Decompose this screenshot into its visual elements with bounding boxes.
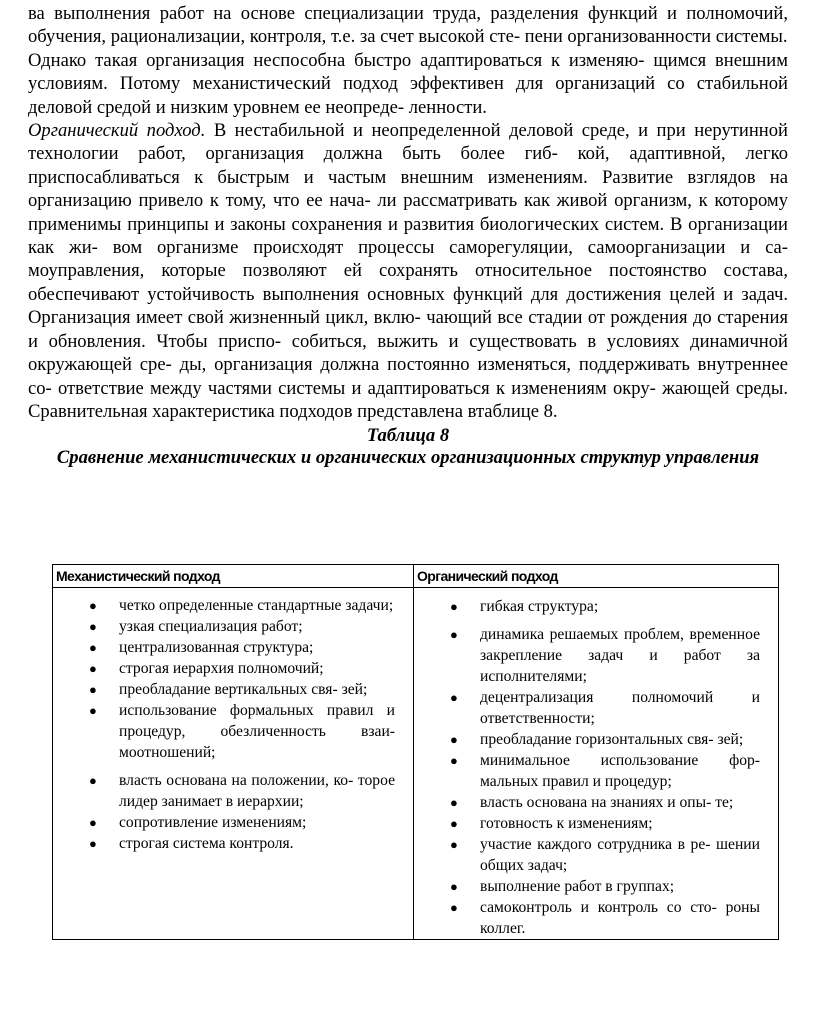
bullet-icon: ● <box>89 815 97 830</box>
mechanistic-cell <box>53 588 414 940</box>
list-item-text: выполнение работ в группах; <box>480 878 675 895</box>
organic-cell <box>414 588 779 940</box>
organic-approach-text: В нестабильной и неопределенной деловой среде, и при нерутинной технологии работ, организация должна быть более гиб- кой, адаптивной, легко приспосабливаться к быстрым и частым внешним изменениям. Развитие взглядов на организацию привело к тому, что ее нача- ли рассматривать как живой организм, к которому применимы принципы и законы сохранения и развития биологических систем. В организации как жи- вом организме происходят процессы саморегуляции, самоорганизации и са- моуправления, которые позволяют ей сохранять относительное постоянство состава, обеспечивают устойчивость выполнения основных функций для достижения целей и задач. Организация имеет свой жизненный цикл, вклю- чающий все стадии от рождения до старения и обновления. Чтобы приспо- собиться, выжить и существовать в условиях динамичной окружающей сре- ды, организация должна постоянно изменяться, поддерживать внутреннее со- ответствие между частями системы и адаптироваться к изменениям окру- жающей среды. Сравнительная характеристика подходов представлена втаблице 8. <box>28 120 788 422</box>
bullet-icon: ● <box>450 627 458 642</box>
bullet-icon: ● <box>89 640 97 655</box>
list-item <box>450 596 760 617</box>
list-item-text: узкая специализация работ; <box>119 618 303 635</box>
list-item-text: строгая система контроля. <box>119 835 294 852</box>
list-item-text: самоконтроль и контроль со сто- роны коллег. <box>480 899 760 937</box>
list-item-text: централизованная структура; <box>119 639 314 656</box>
mechanistic-list <box>53 588 413 854</box>
list-item-text: динамика решаемых проблем, временное закрепление задач и работ за исполнителями; <box>480 626 760 685</box>
bullet-icon: ● <box>89 598 97 613</box>
bullet-icon: ● <box>89 836 97 851</box>
paragraph-organic-approach <box>28 119 788 423</box>
bullet-icon: ● <box>89 703 97 718</box>
list-item-text: преобладание вертикальных свя- зей; <box>119 681 368 698</box>
list-item <box>450 792 760 813</box>
list-item-text: власть основана на знаниях и опы- те; <box>480 794 734 811</box>
bullet-icon: ● <box>89 661 97 676</box>
list-item-text: преобладание горизонтальных свя- зей; <box>480 731 744 748</box>
list-item-text: гибкая структура; <box>480 598 599 615</box>
bullet-icon: ● <box>450 599 458 614</box>
bullet-icon: ● <box>450 816 458 831</box>
bullet-icon: ● <box>89 619 97 634</box>
list-item <box>89 658 395 679</box>
comparison-table <box>52 564 779 940</box>
list-item-text: четко определенные стандартные задачи; <box>119 597 394 614</box>
list-item-text: участие каждого сотрудника в ре- шении общих задач; <box>480 836 760 874</box>
list-item <box>450 897 760 939</box>
list-item <box>450 876 760 897</box>
paragraph-mechanistic-limits: Однако такая организация неспособна быстро адаптироваться к изменяю- щимся внешним условиям. Потому механистический подход эффективен для организаций со стабильной деловой средой и низким уровнем ее неопреде- ленности. <box>28 49 788 118</box>
bullet-icon: ● <box>89 682 97 697</box>
table-number: Таблица 8 <box>366 425 450 447</box>
list-item <box>89 679 395 700</box>
list-item <box>89 833 395 854</box>
list-item-text: децентрализация полномочий и ответственности; <box>480 689 760 727</box>
bullet-icon: ● <box>450 879 458 894</box>
bullet-icon: ● <box>450 900 458 915</box>
header-mechanistic: Механистический подход <box>53 565 414 588</box>
organic-approach-lead: Органический подход. <box>28 120 206 142</box>
list-item-text: минимальное использование фор- мальных правил и процедур; <box>480 752 760 790</box>
list-item-text: власть основана на положении, ко- торое лидер занимает в иерархии; <box>119 772 395 810</box>
bullet-icon: ● <box>450 795 458 810</box>
organic-list <box>414 588 778 939</box>
list-item <box>89 812 395 833</box>
bullet-icon: ● <box>450 690 458 705</box>
list-item <box>89 637 395 658</box>
list-item-text: готовность к изменениям; <box>480 815 653 832</box>
header-organic: Органический подход <box>414 565 779 588</box>
list-item <box>89 595 395 616</box>
list-item <box>450 687 760 729</box>
list-item-text: строгая иерархия полномочий; <box>119 660 324 677</box>
table-body-row <box>53 588 779 940</box>
table-title: Сравнение механистических и органических организационных структур управления <box>56 447 760 469</box>
table-header-row <box>53 565 779 588</box>
list-item-text: сопротивление изменениям; <box>119 814 307 831</box>
list-item <box>450 834 760 876</box>
list-item <box>450 750 760 792</box>
list-item <box>89 770 395 812</box>
list-item <box>89 700 395 763</box>
list-item <box>450 624 760 687</box>
bullet-icon: ● <box>89 773 97 788</box>
bullet-icon: ● <box>450 837 458 852</box>
list-item <box>450 813 760 834</box>
bullet-icon: ● <box>450 753 458 768</box>
bullet-icon: ● <box>450 732 458 747</box>
paragraph-mechanistic-end: ва выполнения работ на основе специализации труда, разделения функций и полномочий, обучения, рационализации, контроля, т.е. за счет высокой сте- пени организованности системы. <box>28 3 788 48</box>
list-item <box>89 616 395 637</box>
list-item <box>450 729 760 750</box>
list-item-text: использование формальных правил и процедур, обезличенность взаи- моотношений; <box>119 702 395 761</box>
